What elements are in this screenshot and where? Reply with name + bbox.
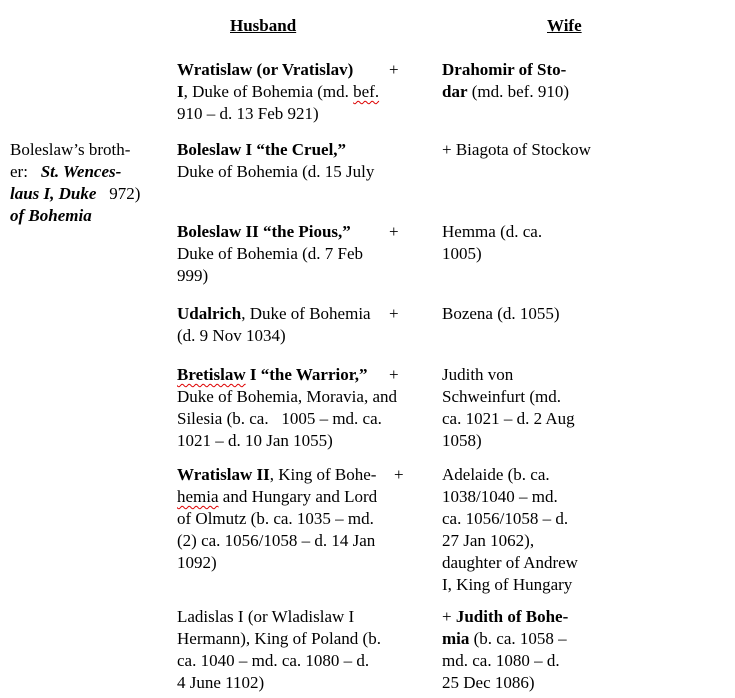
wife-column-header: Wife [547, 16, 582, 35]
text-line: (d. 9 Nov 1034) [177, 326, 286, 345]
margin-note-cell [10, 59, 177, 125]
text-line: Bretislaw I “the Warrior,” [177, 365, 368, 384]
marriage-plus-sign: + [389, 222, 399, 241]
text-line: 25 Dec 1086) [442, 673, 535, 692]
marriage-row-3 [0, 221, 735, 287]
text-line: Wratislaw (or Vratislav) [177, 60, 354, 79]
text-line: ca. 1056/1058 – d. [442, 509, 569, 528]
husband-cell [177, 606, 442, 694]
text-line: 1092) [177, 553, 217, 572]
text-line: 999) [177, 266, 209, 285]
text-line: 1038/1040 – md. [442, 487, 558, 506]
husband-cell [177, 364, 442, 452]
misspelled-word: bef. [353, 82, 380, 101]
text-line: Udalrich, Duke of Bohemia [177, 304, 371, 323]
husband-column-header: Husband [230, 16, 297, 35]
text-line: er: St. Wences- [10, 162, 122, 181]
misspelled-word: Bretislaw [177, 365, 246, 384]
text-line: 1005) [442, 244, 482, 263]
text-line: of Bohemia [10, 206, 92, 225]
marriage-row-5 [0, 364, 735, 452]
text-line: 1021 – d. 10 Jan 1055) [177, 431, 333, 450]
text-line: I, King of Hungary [442, 575, 573, 594]
text-line: hemia and Hungary and Lord [177, 487, 378, 506]
margin-note-cell [10, 464, 177, 596]
text-line: md. ca. 1080 – d. [442, 651, 560, 670]
wife-cell [442, 364, 735, 452]
margin-note-cell [10, 364, 177, 452]
text-line: Schweinfurt (md. [442, 387, 561, 406]
misspelled-word: hemia [177, 487, 219, 506]
margin-note-cell [10, 139, 177, 227]
husband-cell [177, 139, 442, 227]
text-line: laus I, Duke 972) [10, 184, 141, 203]
wife-cell [442, 606, 735, 694]
text-line: Hemma (d. ca. [442, 222, 543, 241]
marriage-row-1 [0, 59, 735, 125]
text-line: dar (md. bef. 910) [442, 82, 570, 101]
husband-cell [177, 221, 442, 287]
marriage-plus-sign: + [389, 365, 399, 384]
margin-note-cell [10, 221, 177, 287]
text-line: daughter of Andrew [442, 553, 578, 572]
text-line: Drahomir of Sto- [442, 60, 567, 79]
margin-note-cell [10, 606, 177, 694]
text-line: Bozena (d. 1055) [442, 304, 560, 323]
text-line: Boleslaw’s broth- [10, 140, 131, 159]
text-line: Adelaide (b. ca. [442, 465, 550, 484]
marriage-row-4 [0, 303, 735, 347]
text-line: mia (b. ca. 1058 – [442, 629, 567, 648]
text-line: Wratislaw II, King of Bohe- [177, 465, 377, 484]
marriage-plus-sign: + [394, 465, 404, 484]
text-line: ca. 1021 – d. 2 Aug [442, 409, 575, 428]
text-line: 910 – d. 13 Feb 921) [177, 104, 319, 123]
wife-cell [442, 221, 735, 287]
text-line: + Biagota of Stockow [442, 140, 591, 159]
text-line: Silesia (b. ca. 1005 – md. ca. [177, 409, 382, 428]
marriage-row-2 [0, 139, 735, 227]
text-line: Duke of Bohemia (d. 15 July [177, 162, 375, 181]
husband-cell [177, 464, 442, 596]
text-line: Ladislas I (or Wladislaw I [177, 607, 355, 626]
wife-cell [442, 139, 735, 227]
text-line: (2) ca. 1056/1058 – d. 14 Jan [177, 531, 376, 550]
text-line: 4 June 1102) [177, 673, 265, 692]
wife-cell [442, 303, 735, 347]
text-line: Duke of Bohemia, Moravia, and [177, 387, 397, 406]
text-line: Hermann), King of Poland (b. [177, 629, 381, 648]
margin-note-cell [10, 303, 177, 347]
text-line: of Olmutz (b. ca. 1035 – md. [177, 509, 374, 528]
marriage-plus-sign: + [389, 304, 399, 323]
marriage-row-6 [0, 464, 735, 596]
husband-cell [177, 59, 442, 125]
husband-cell [177, 303, 442, 347]
text-line: Boleslaw II “the Pious,” [177, 222, 351, 241]
wife-cell [442, 59, 735, 125]
marriage-row-7 [0, 606, 735, 694]
text-line: I, Duke of Bohemia (md. bef. [177, 82, 380, 101]
text-line: 27 Jan 1062), [442, 531, 535, 550]
text-line: + Judith of Bohe- [442, 607, 569, 626]
text-line: Duke of Bohemia (d. 7 Feb [177, 244, 364, 263]
text-line: Judith von [442, 365, 514, 384]
wife-cell [442, 464, 735, 596]
marriage-plus-sign: + [389, 60, 399, 79]
text-line: Boleslaw I “the Cruel,” [177, 140, 347, 159]
text-line: ca. 1040 – md. ca. 1080 – d. [177, 651, 370, 670]
text-line: 1058) [442, 431, 482, 450]
